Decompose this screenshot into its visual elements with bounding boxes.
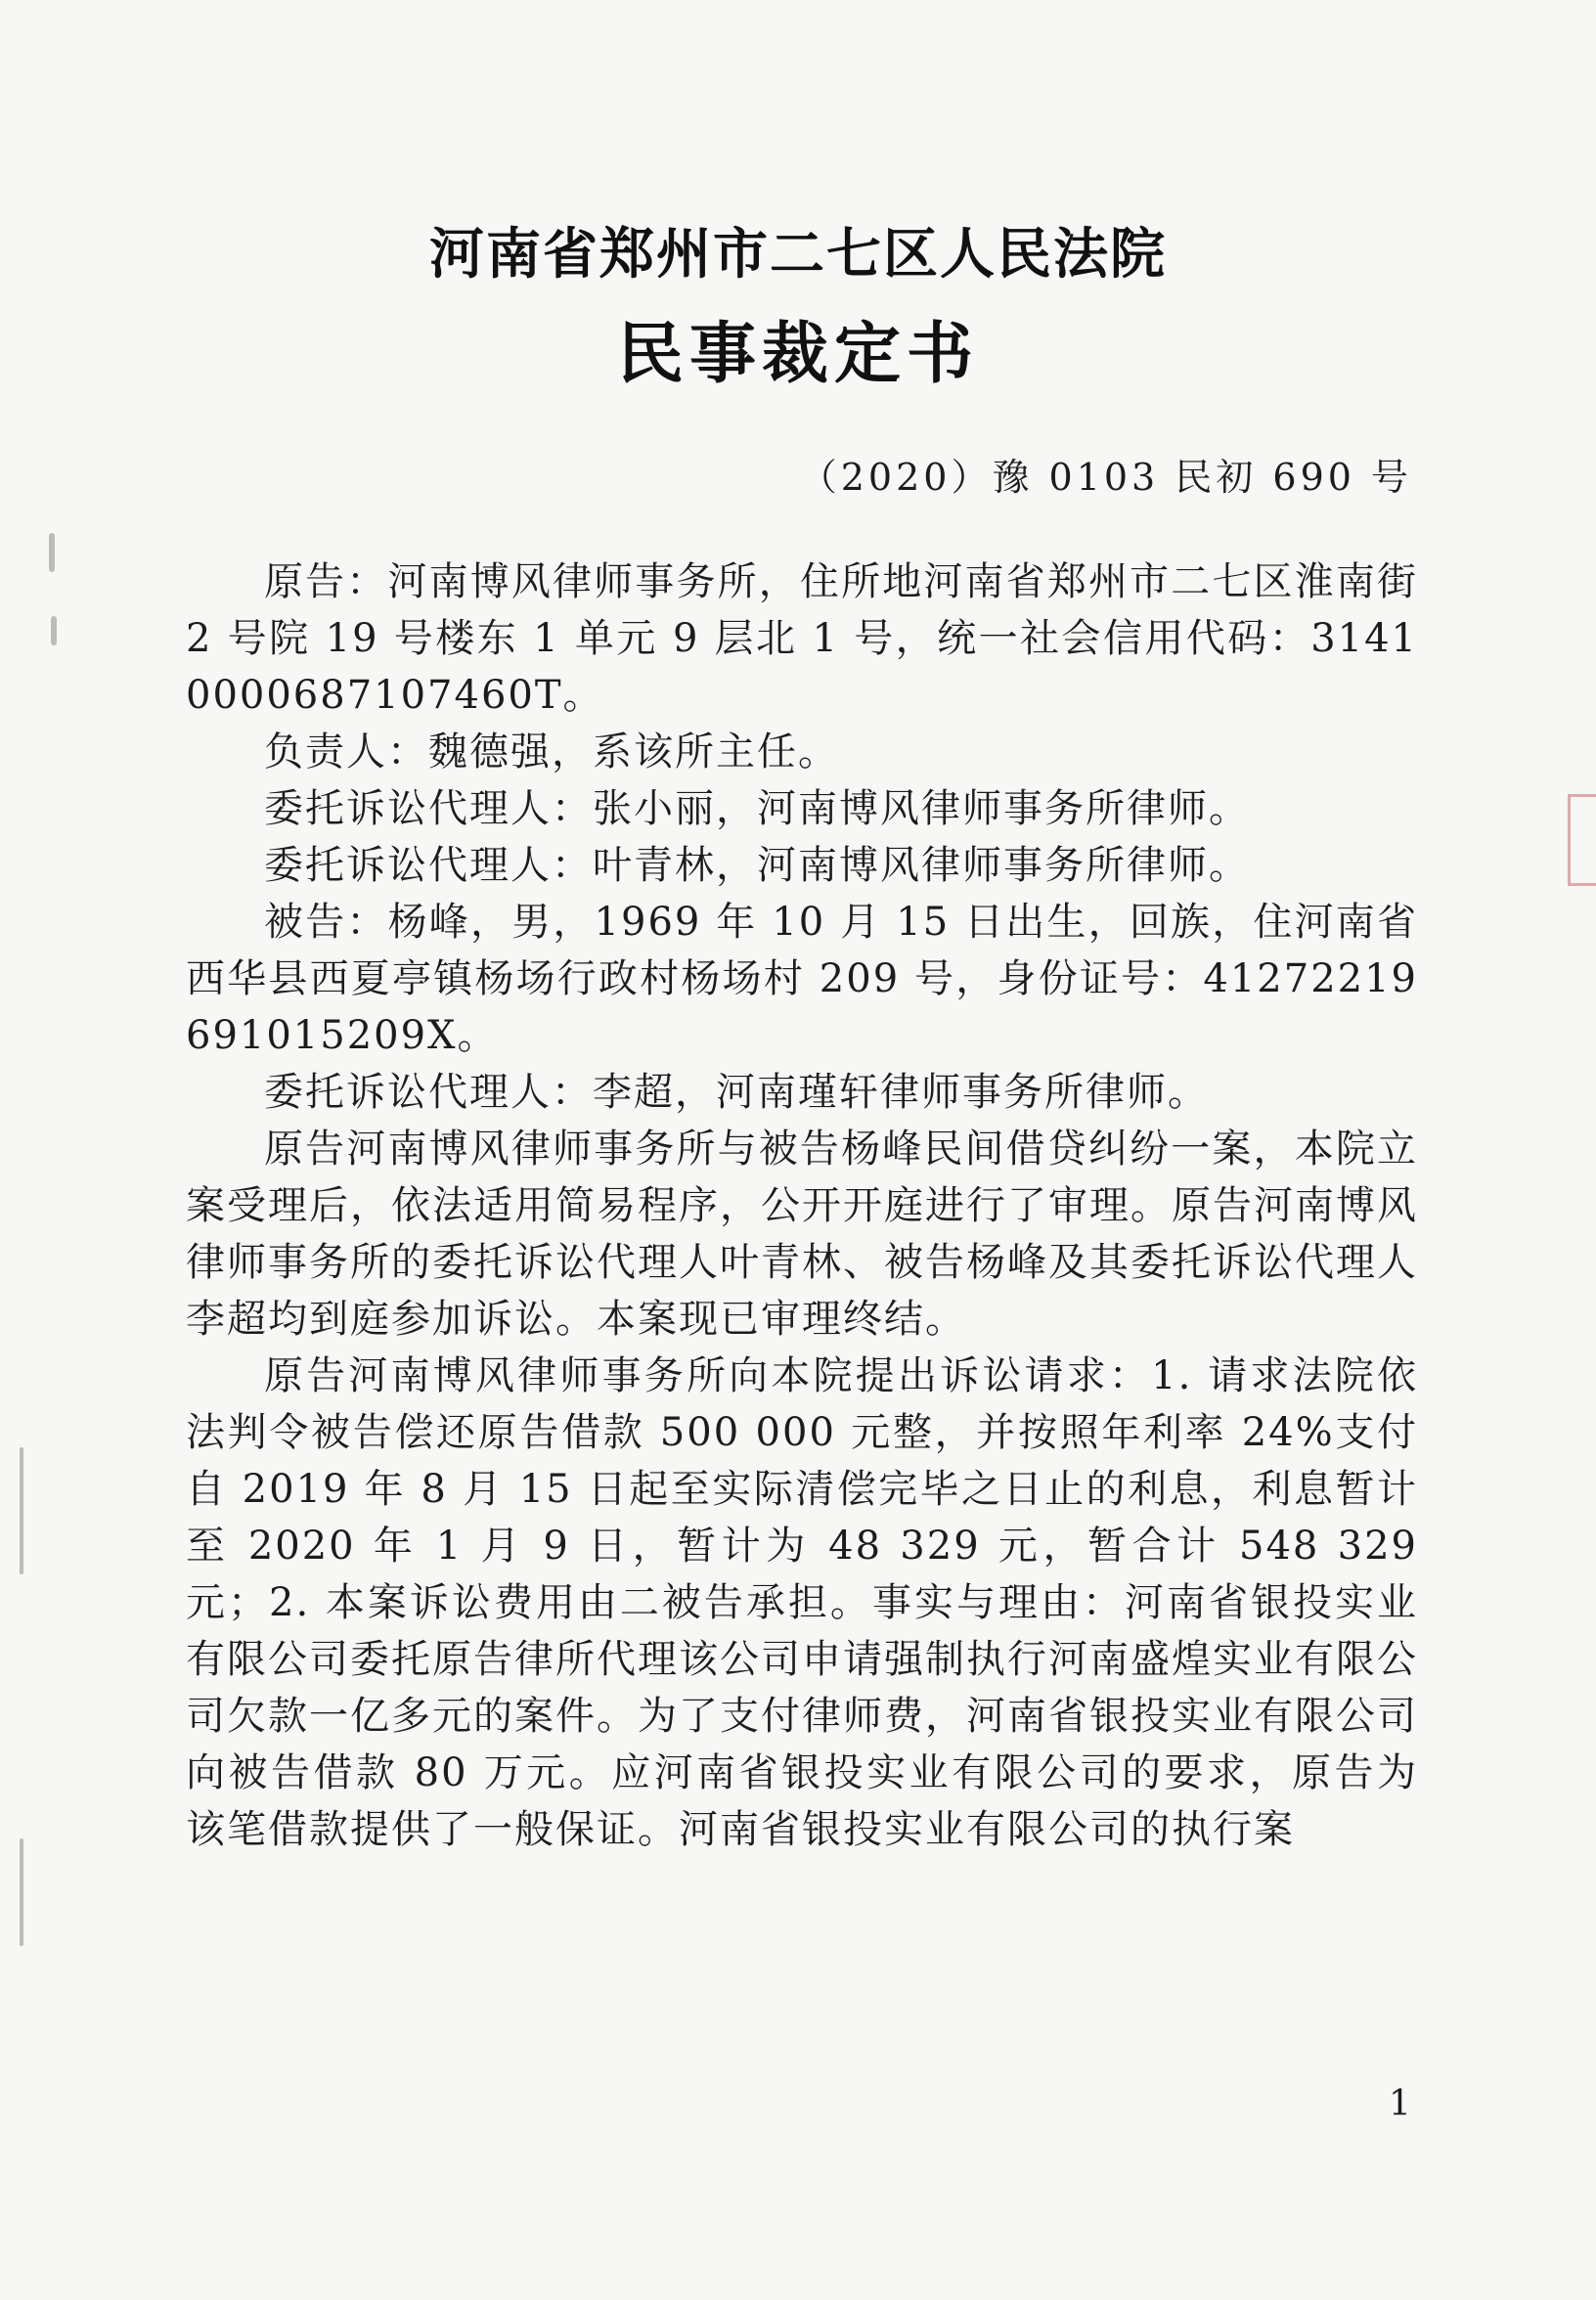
paragraph-claims: 原告河南博风律师事务所向本院提出诉讼请求：1. 请求法院依法判令被告偿还原告借款 500 000 元整，并按照年利率 24%支付自 2019 年 8 月 15 日起至实际清偿完毕之日止的利息，利息暂计至 2020 年 1 月 9 日，暂计为 48 329 元，暂合计 548 329 元；2. 本案诉讼费用由二被告承担。事实与理由：河南省银投实业有限公司委托原告律所代理该公司申请强制执行河南盛煌实业有限公司欠款一亿多元的案件。为了支付律师费，河南省银投实业有限公司向被告借款 80 万元。应河南省银投实业有限公司的要求，原告为该笔借款提供了一般保证。河南省银投实业有限公司的执行案 <box>186 1353 1418 1852</box>
document-body <box>186 553 1418 1858</box>
paragraph-responsible-person: 负责人：魏德强，系该所主任。 <box>264 730 839 774</box>
edge-seal-mark <box>1568 794 1596 886</box>
case-number: （2020）豫 0103 民初 690 号 <box>799 456 1412 499</box>
paragraph-case-summary: 原告河南博风律师事务所与被告杨峰民间借贷纠纷一案，本院立案受理后，依法适用简易程序，公开开庭进行了审理。原告河南博风律师事务所的委托诉讼代理人叶青林、被告杨峰及其委托诉讼代理人李超均到庭参加诉讼。本案现已审理终结。 <box>186 1127 1418 1342</box>
page-number: 1 <box>1389 2084 1411 2124</box>
court-name: 河南省郑州市二七区人民法院 <box>429 222 1167 287</box>
binding-mark <box>49 533 55 572</box>
paragraph-plaintiff-agent-1: 委托诉讼代理人：张小丽，河南博风律师事务所律师。 <box>264 786 1250 831</box>
document-title: 民事裁定书 <box>616 315 979 393</box>
paragraph-defendant: 被告：杨峰，男，1969 年 10 月 15 日出生，回族，住河南省西华县西夏亭镇杨场行政村杨场村 209 号，身份证号：41272219691015209X。 <box>186 900 1418 1058</box>
paragraph-plaintiff-agent-2: 委托诉讼代理人：叶青林，河南博风律师事务所律师。 <box>264 843 1250 888</box>
binding-mark <box>51 616 57 645</box>
paragraph-defendant-agent: 委托诉讼代理人：李超，河南瑾轩律师事务所律师。 <box>264 1070 1209 1115</box>
paragraph-plaintiff: 原告：河南博风律师事务所，住所地河南省郑州市二七区淮南街 2 号院 19 号楼东 1 单元 9 层北 1 号，统一社会信用代码：31410000687107460T。 <box>186 559 1418 718</box>
binding-mark <box>20 1447 23 1574</box>
binding-mark <box>20 1838 23 1946</box>
